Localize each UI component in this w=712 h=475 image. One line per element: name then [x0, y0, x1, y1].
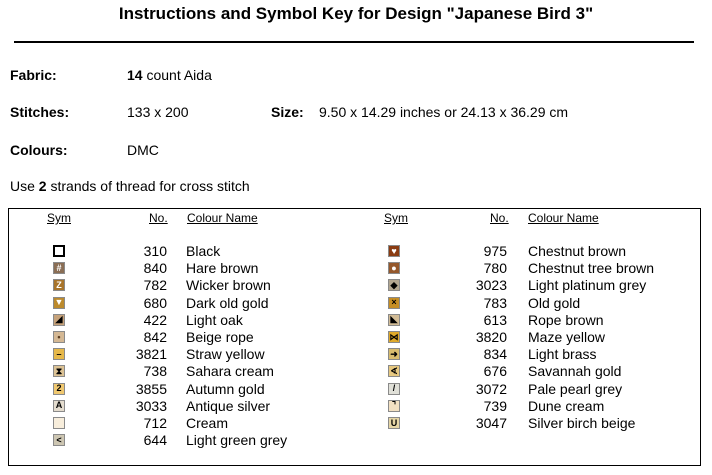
colour-swatch-icon: • — [53, 331, 65, 343]
colour-swatch-icon: ⌝ — [388, 400, 400, 412]
colour-swatch-icon: ● — [388, 262, 400, 274]
colour-swatch-icon: 2 — [53, 383, 65, 395]
colour-name: Light oak — [186, 311, 243, 328]
colour-name: Silver birch beige — [528, 415, 636, 431]
sym-header-right: Sym — [384, 211, 408, 225]
colour-swatch-icon: A — [53, 400, 65, 412]
dmc-number: 3023 — [475, 277, 507, 294]
colour-name: Old gold — [528, 294, 581, 311]
colour-name: Beige rope — [186, 329, 254, 345]
dmc-number: 422 — [143, 311, 167, 328]
colour-name: Wicker brown — [186, 277, 271, 294]
stitches-label: Stitches: — [10, 104, 70, 120]
colour-name: Dune cream — [528, 397, 605, 414]
colour-name: Straw yellow — [186, 346, 265, 363]
dmc-number: 3072 — [475, 380, 507, 397]
colour-swatch-icon: Z — [53, 279, 65, 291]
colour-name: Light platinum grey — [528, 277, 647, 294]
dmc-number: 782 — [143, 277, 167, 294]
no-header-right: No. — [490, 211, 509, 225]
dmc-number: 680 — [143, 294, 167, 311]
colour-name: Cream — [186, 415, 229, 431]
title-divider — [14, 41, 694, 43]
colour-name: Light brass — [528, 346, 597, 363]
dmc-number: 842 — [143, 329, 167, 345]
size-value: 9.50 x 14.29 inches or 24.13 x 36.29 cm — [319, 104, 569, 120]
fabric-value — [127, 67, 212, 83]
dmc-number: 975 — [483, 243, 507, 259]
colour-name-header-left: Colour Name — [187, 211, 258, 225]
colour-swatch-icon: / — [388, 383, 400, 395]
dmc-number: 310 — [143, 243, 167, 259]
colour-swatch-icon: ⋈ — [389, 331, 399, 342]
colour-name: Chestnut brown — [528, 243, 627, 259]
dmc-number: 783 — [483, 294, 507, 311]
colour-swatch-icon: ◣ — [388, 314, 400, 326]
sym-header-left: Sym — [47, 211, 71, 225]
colour-name: Rope brown — [528, 311, 604, 328]
dmc-number: 676 — [483, 363, 507, 380]
dmc-number: 3047 — [475, 415, 507, 431]
dmc-number: 3855 — [135, 380, 167, 397]
colour-swatch-icon: ∢ — [388, 365, 400, 377]
dmc-number: 840 — [143, 260, 167, 277]
colour-name-header-right: Colour Name — [528, 211, 599, 225]
stitches-value: 133 x 200 — [127, 104, 189, 120]
colour-swatch-icon: ▼ — [54, 297, 64, 308]
colour-name: Chestnut tree brown — [528, 260, 655, 277]
colour-name: Hare brown — [186, 260, 259, 277]
colour-name: Dark old gold — [186, 294, 269, 311]
strands-suffix: strands of thread for cross stitch — [46, 178, 250, 194]
colour-swatch-icon: × — [388, 297, 400, 309]
colour-swatch-icon: ◢ — [53, 314, 65, 326]
fabric-count: 14 — [127, 67, 143, 83]
dmc-number: 613 — [483, 311, 507, 328]
dmc-number: 780 — [483, 260, 507, 277]
colours-label: Colours: — [10, 142, 68, 158]
colour-swatch-icon: – — [53, 348, 65, 360]
dmc-number: 739 — [483, 397, 507, 414]
colour-swatch-icon: # — [53, 262, 65, 274]
strands-count: 2 — [38, 178, 47, 194]
dmc-number: 3033 — [135, 397, 167, 414]
strands-prefix: Use — [10, 178, 39, 194]
colour-swatch-icon: ➜ — [388, 348, 400, 360]
size-label: Size: — [271, 104, 304, 120]
fabric-type: count Aida — [142, 67, 212, 83]
colour-swatch-icon: ♥ — [388, 245, 400, 257]
colour-name: Autumn gold — [186, 380, 265, 397]
colour-name: Maze yellow — [528, 329, 606, 345]
strands-instruction — [10, 178, 250, 194]
colour-swatch-icon — [53, 245, 65, 257]
no-header-left: No. — [149, 211, 168, 225]
colour-name: Light green grey — [186, 432, 288, 449]
colour-swatch-icon — [53, 417, 65, 429]
dmc-number: 644 — [143, 432, 167, 449]
colour-swatch-icon: ◆ — [388, 279, 400, 291]
dmc-number: 712 — [143, 415, 167, 431]
colour-name: Pale pearl grey — [528, 380, 623, 397]
colour-name: Antique silver — [186, 397, 271, 414]
page-title: Instructions and Symbol Key for Design "Japanese Bird 3" — [118, 4, 594, 23]
dmc-number: 834 — [483, 346, 507, 363]
colours-value: DMC — [127, 142, 159, 158]
colour-swatch-icon: ⧗ — [53, 365, 65, 377]
colour-name: Sahara cream — [186, 363, 274, 380]
colour-name: Black — [186, 243, 221, 259]
dmc-number: 3820 — [475, 329, 507, 345]
fabric-label: Fabric: — [10, 67, 57, 83]
colour-swatch-icon: U — [388, 417, 400, 429]
dmc-number: 738 — [143, 363, 167, 380]
colour-swatch-icon: < — [53, 434, 65, 446]
dmc-number: 3821 — [135, 346, 167, 363]
colour-name: Savannah gold — [528, 363, 622, 380]
